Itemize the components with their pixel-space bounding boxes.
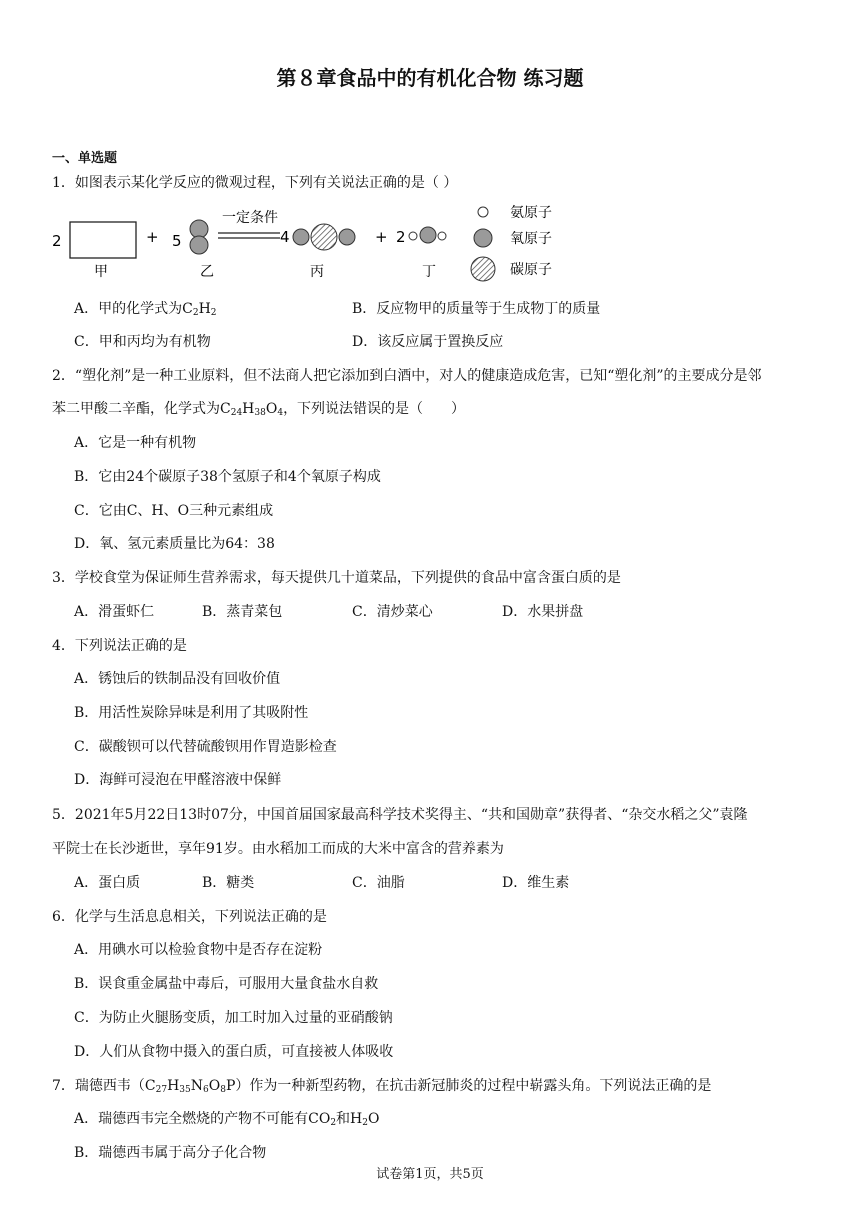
question-4-stem: 4．下列说法正确的是 <box>52 638 187 654</box>
q2-option-a: A．它是一种有机物 <box>74 435 197 451</box>
question-1-stem: 1．如图表示某化学反应的微观过程，下列有关说法正确的是（ ） <box>52 175 458 191</box>
q5-option-d: D．维生素 <box>502 875 570 891</box>
question-7-stem: 7．瑞德西韦$(C_{27}H_{35}N_6O_8P)$作为一种新型药物，在抗击新冠肺炎的过程中崭露头角。下列说法正确的是 <box>52 1078 712 1095</box>
question-2-line1: 2．“塑化剂”是一种工业原料，但不法商人把它添加到白酒中，对人的健康造成危害，已知“塑化剂”的主要成分是邻 <box>52 368 762 384</box>
legend-carbon-icon <box>471 257 495 281</box>
coef-yi: 5 <box>172 232 182 250</box>
section-heading: 一、单选题 <box>52 151 118 166</box>
q1-option-b: B．反应物甲的质量等于生成物丁的质量 <box>352 301 601 317</box>
label-jia: 甲 <box>94 264 108 280</box>
label-yi: 乙 <box>200 264 214 280</box>
q5-option-a: A．蛋白质 <box>74 875 141 891</box>
question-3-stem: 3．学校食堂为保证师生营养需求，每天提供几十道菜品，下列提供的食品中富含蛋白质的是 <box>52 570 621 586</box>
box-jia <box>70 222 136 258</box>
q3-option-d: D．水果拼盘 <box>502 604 584 620</box>
q6-option-d: D．人们从食物中摄入的蛋白质，可直接被人体吸收 <box>74 1044 394 1060</box>
question-2-line2: 苯二甲酸二辛酯，化学式为$C_{24}H_{38}O_4$，下列说法错误的是（ ） <box>52 401 466 418</box>
legend-hydrogen-label: 氨原子 <box>510 205 552 221</box>
q5-option-b: B．糖类 <box>202 875 255 891</box>
label-ding: 丁 <box>422 264 436 280</box>
question-5-line2: 平院士在长沙逝世，享年91岁。由水稻加工而成的大米中富含的营养素为 <box>52 841 504 857</box>
q2-option-b: B．它由24个碳原子38个氢原子和4个氧原子构成 <box>74 469 381 485</box>
legend-hydrogen-icon <box>478 207 488 217</box>
reaction-diagram <box>40 198 600 288</box>
oxygen-atom <box>293 229 309 245</box>
coef-jia: 2 <box>52 232 62 250</box>
q2-option-c: C．它由C、H、O三种元素组成 <box>74 503 274 519</box>
hydrogen-atom <box>438 232 446 240</box>
legend-carbon-label: 碳原子 <box>510 262 552 278</box>
q4-option-a: A．锈蚀后的铁制品没有回收价值 <box>74 671 281 687</box>
q1-option-d: D．该反应属于置换反应 <box>352 334 504 350</box>
page-footer: 试卷第1页，共5页 <box>376 1167 484 1182</box>
hydrogen-atom <box>409 232 417 240</box>
oxygen-atom <box>190 220 208 238</box>
coef-bing: 4 <box>280 228 290 246</box>
q4-option-c: C．碳酸钡可以代替硫酸钡用作胃造影检查 <box>74 739 337 755</box>
plus-2: + <box>375 228 388 246</box>
q3-option-a: A．滑蛋虾仁 <box>74 604 155 620</box>
page-title: 第８章食品中的有机化合物 练习题 <box>276 66 584 90</box>
q3-option-b: B．蒸青菜包 <box>202 604 283 620</box>
oxygen-atom <box>420 227 436 243</box>
legend-oxygen-icon <box>474 229 492 247</box>
reaction-condition: 一定条件 <box>222 210 278 226</box>
oxygen-atom <box>190 236 208 254</box>
q6-option-b: B．误食重金属盐中毒后，可服用大量食盐水自救 <box>74 976 379 992</box>
coef-ding: 2 <box>396 228 406 246</box>
q1-option-c: C．甲和丙均为有机物 <box>74 334 211 350</box>
question-5-line1: 5．2021年5月22日13时07分，中国首届国家最高科学技术奖得主、“共和国勋章”获得者、“杂交水稻之父”袁隆 <box>52 807 748 823</box>
oxygen-atom <box>339 229 355 245</box>
q6-option-c: C．为防止火腿肠变质，加工时加入过量的亚硝酸钠 <box>74 1010 393 1026</box>
plus-1: + <box>146 228 159 246</box>
q4-option-d: D．海鲜可浸泡在甲醛溶液中保鲜 <box>74 772 282 788</box>
q5-option-c: C．油脂 <box>352 875 405 891</box>
q2-option-d: D．氧、氢元素质量比为64：38 <box>74 536 275 552</box>
q7-option-a: A．瑞德西韦完全燃烧的产物不可能有$CO_2$和$H_2O$ <box>74 1111 380 1128</box>
q1-option-a: A．甲的化学式为$C_2H_2$ <box>74 301 217 318</box>
label-bing: 丙 <box>310 264 324 280</box>
carbon-atom <box>311 224 337 250</box>
q7-option-b: B．瑞德西韦属于高分子化合物 <box>74 1145 267 1161</box>
q4-option-b: B．用活性炭除异味是利用了其吸附性 <box>74 705 309 721</box>
question-6-stem: 6．化学与生活息息相关，下列说法正确的是 <box>52 909 327 925</box>
q3-option-c: C．清炒菜心 <box>352 604 433 620</box>
legend-oxygen-label: 氧原子 <box>510 231 552 247</box>
q6-option-a: A．用碘水可以检验食物中是否存在淀粉 <box>74 942 323 958</box>
